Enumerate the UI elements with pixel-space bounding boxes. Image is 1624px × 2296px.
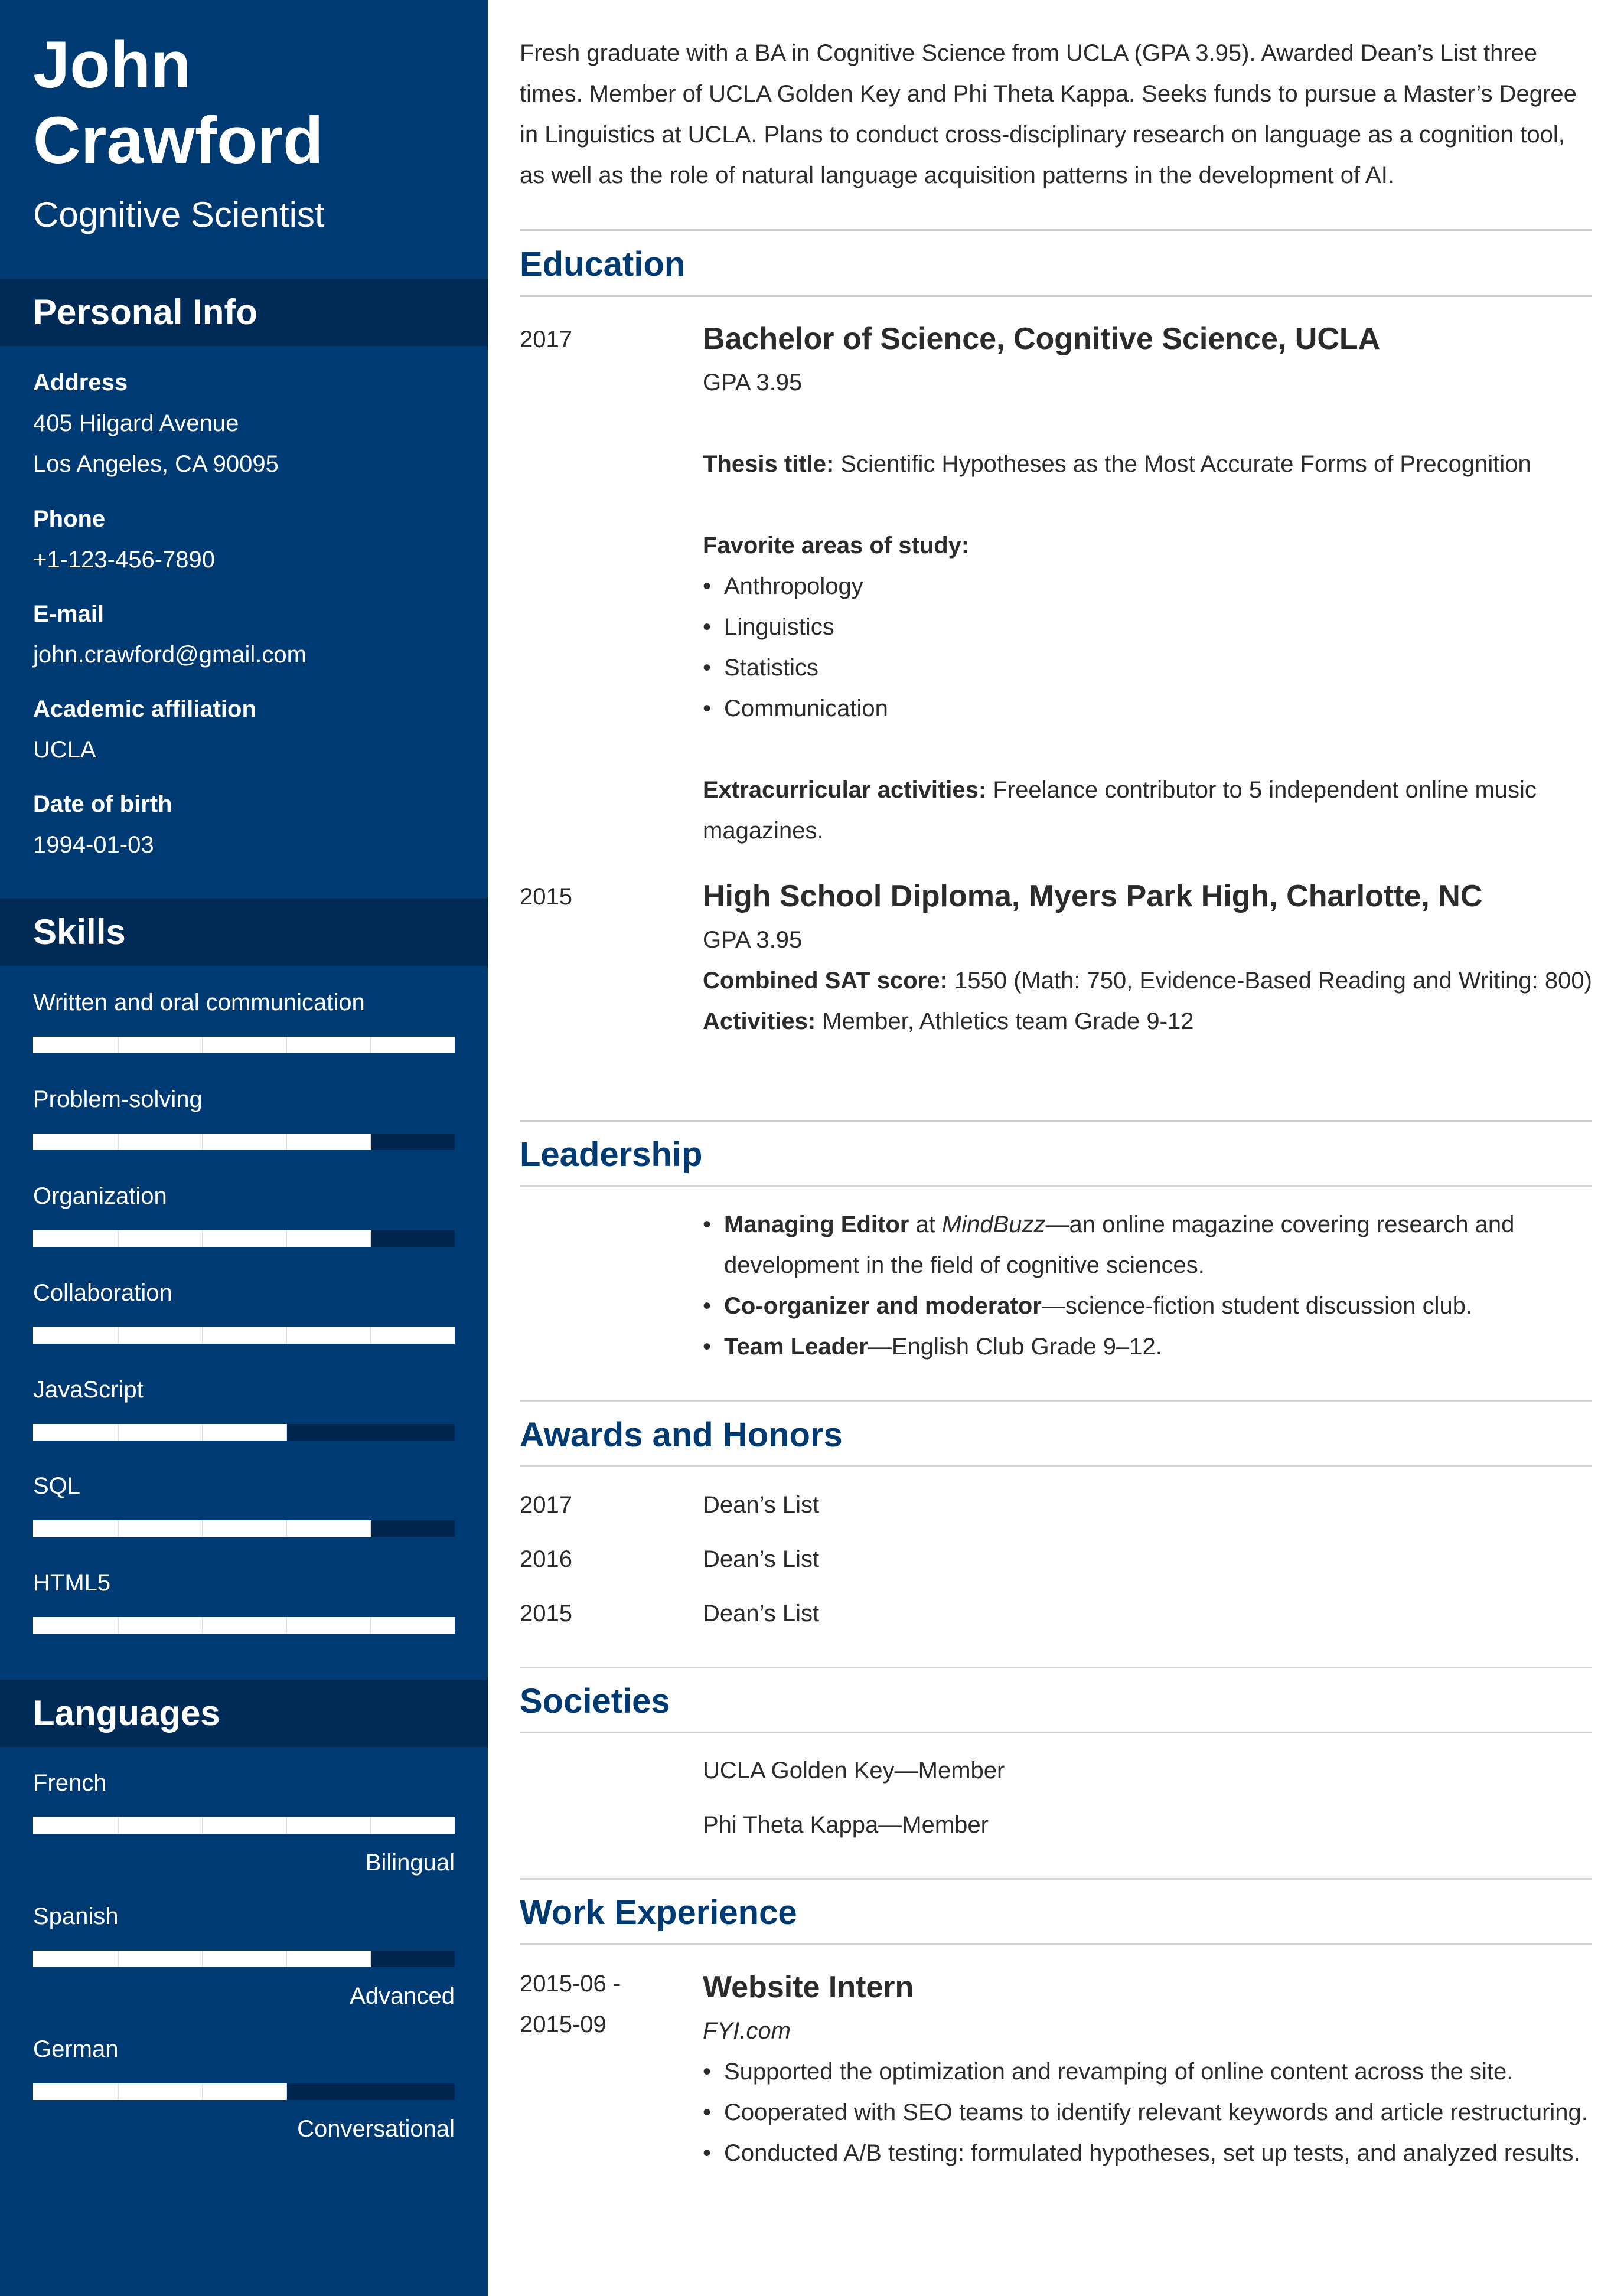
degree-title: Bachelor of Science, Cognitive Science, UCLA <box>703 322 1381 356</box>
level-segment-divider <box>202 1617 203 1634</box>
role-description: —English Club Grade 9–12. <box>868 1334 1162 1360</box>
education-year: 2015 <box>520 884 572 910</box>
divider <box>520 1120 1592 1122</box>
award-year: 2015 <box>520 1601 572 1627</box>
level-segment-divider <box>286 1230 287 1247</box>
level-segment-divider <box>286 1817 287 1834</box>
company-name: FYI.com <box>703 2018 791 2044</box>
work-dates <box>520 1964 621 2045</box>
extracurricular-label: Extracurricular activities: <box>703 777 987 803</box>
dob-value: 1994-01-03 <box>33 832 154 858</box>
level-fill <box>33 1037 455 1053</box>
level-segment-divider <box>118 1817 119 1834</box>
education-heading: Education <box>520 245 686 283</box>
skill-bar <box>33 1037 455 1053</box>
level-segment-divider <box>286 1037 287 1053</box>
skill-label: Collaboration <box>33 1280 172 1306</box>
level-segment-divider <box>202 1327 203 1344</box>
level-segment-divider <box>370 1817 371 1834</box>
activities-label: Activities: <box>703 1008 816 1034</box>
level-segment-divider <box>370 1617 371 1634</box>
level-segment-divider <box>202 1134 203 1150</box>
language-bar <box>33 1951 455 1967</box>
sat-label: Combined SAT score: <box>703 968 948 994</box>
work-date-start: 2015-06 - <box>520 1971 621 1997</box>
first-name: John <box>33 28 191 102</box>
personal-info-heading: Personal Info <box>0 279 488 346</box>
language-label: French <box>33 1770 107 1796</box>
level-segment-divider <box>202 1230 203 1247</box>
work-title: Website Intern <box>703 1970 914 2004</box>
divider <box>520 229 1592 231</box>
list-item: • Linguistics <box>703 607 1592 648</box>
phone-value: +1-123-456-7890 <box>33 547 216 573</box>
address-label: Address <box>33 370 128 396</box>
society-item: UCLA Golden Key—Member <box>703 1758 1005 1784</box>
summary: Fresh graduate with a BA in Cognitive Science from UCLA (GPA 3.95). Awarded Dean’s List three times. Member of UCLA Golden Key and Phi Theta Kappa. Seeks funds to pursue a Master’s Degree in Linguistics at UCLA. Plans to conduct cross-disciplinary research on language as a cognition tool, as well as the role of natural language acquisition patterns in the development of AI. <box>520 40 1577 188</box>
award-year: 2016 <box>520 1546 572 1572</box>
divider <box>520 1465 1592 1467</box>
leadership-entry <box>703 1204 1592 1367</box>
address-line-1: 405 Hilgard Avenue <box>33 410 239 436</box>
level-segment-divider <box>202 2083 203 2100</box>
role: Co-organizer and moderator <box>724 1293 1042 1319</box>
level-segment-divider <box>118 1230 119 1247</box>
languages-heading: Languages <box>0 1680 488 1747</box>
role: Team Leader <box>724 1334 868 1360</box>
divider <box>520 1878 1592 1880</box>
level-segment-divider <box>370 1327 371 1344</box>
list-item <box>703 1286 1592 1327</box>
divider <box>520 1667 1592 1668</box>
level-segment-divider <box>202 1817 203 1834</box>
skill-label: Problem-solving <box>33 1086 203 1112</box>
education-entry <box>703 873 1592 1042</box>
award-year: 2017 <box>520 1492 572 1518</box>
job-title: Cognitive Scientist <box>33 195 325 234</box>
thesis-label: Thesis title: <box>703 451 834 477</box>
level-segment-divider <box>118 1424 119 1441</box>
level-segment-divider <box>118 1327 119 1344</box>
language-level: Bilingual <box>365 1850 455 1876</box>
award-name: Dean’s List <box>703 1546 820 1572</box>
activities <box>703 1001 1592 1042</box>
skill-bar <box>33 1134 455 1150</box>
skill-bar <box>33 1617 455 1634</box>
email-value: john.crawford@gmail.com <box>33 642 306 668</box>
sat-text: 1550 (Math: 750, Evidence-Based Reading and Writing: 800) <box>947 968 1592 994</box>
work-duties <box>703 2052 1592 2174</box>
language-bar <box>33 1817 455 1834</box>
level-segment-divider <box>286 1617 287 1634</box>
divider <box>520 295 1592 297</box>
level-segment-divider <box>118 1037 119 1053</box>
last-name: Crawford <box>33 103 324 177</box>
level-segment-divider <box>118 1617 119 1634</box>
level-fill <box>33 1424 286 1441</box>
level-segment-divider <box>370 1520 371 1537</box>
list-item: • Cooperated with SEO teams to identify relevant keywords and article restructuring. <box>703 2092 1592 2133</box>
level-fill <box>33 1327 455 1344</box>
divider <box>520 1400 1592 1402</box>
level-segment-divider <box>370 1037 371 1053</box>
level-segment-divider <box>286 1424 287 1441</box>
list-item: • Conducted A/B testing: formulated hypotheses, set up tests, and analyzed results. <box>703 2133 1592 2174</box>
divider <box>520 1732 1592 1733</box>
skill-label: Written and oral communication <box>33 989 365 1015</box>
level-segment-divider <box>370 1134 371 1150</box>
extracurricular-text: Freelance contributor to 5 independent online music magazines. <box>703 777 1537 844</box>
email-label: E-mail <box>33 601 105 627</box>
level-segment-divider <box>118 1520 119 1537</box>
list-item <box>703 1204 1592 1286</box>
organization: MindBuzz <box>941 1211 1046 1237</box>
level-segment-divider <box>202 1037 203 1053</box>
skill-label: SQL <box>33 1473 81 1499</box>
skill-label: JavaScript <box>33 1377 144 1403</box>
awards-heading: Awards and Honors <box>520 1416 843 1454</box>
skill-bar <box>33 1230 455 1247</box>
level-segment-divider <box>286 1327 287 1344</box>
activities-text: Member, Athletics team Grade 9-12 <box>816 1008 1194 1034</box>
level-segment-divider <box>202 1520 203 1537</box>
thesis <box>703 444 1592 485</box>
level-fill <box>33 1617 455 1634</box>
society-item: Phi Theta Kappa—Member <box>703 1812 989 1838</box>
language-label: Spanish <box>33 1903 119 1929</box>
sidebar <box>0 0 488 2296</box>
level-segment-divider <box>286 1951 287 1967</box>
level-segment-divider <box>118 1134 119 1150</box>
list-item: • Anthropology <box>703 566 1592 607</box>
education-entry <box>703 315 1592 851</box>
degree-title: High School Diploma, Myers Park High, Charlotte, NC <box>703 879 1483 913</box>
level-segment-divider <box>370 1230 371 1247</box>
language-level: Conversational <box>297 2116 455 2142</box>
extracurricular <box>703 770 1592 851</box>
work-experience-heading: Work Experience <box>520 1893 797 1932</box>
thesis-title: Scientific Hypotheses as the Most Accurate Forms of Precognition <box>834 451 1531 477</box>
level-fill <box>33 2083 286 2100</box>
level-segment-divider <box>118 1951 119 1967</box>
favorite-areas-label: Favorite areas of study: <box>703 533 970 559</box>
leadership-list <box>703 1204 1592 1367</box>
level-fill <box>33 1817 455 1834</box>
list-item: • Communication <box>703 688 1592 729</box>
candidate-name <box>33 27 470 178</box>
gpa: GPA 3.95 <box>703 927 803 953</box>
role-connector: at <box>909 1211 942 1237</box>
list-item: • Statistics <box>703 648 1592 688</box>
affiliation-value: UCLA <box>33 737 96 763</box>
phone-label: Phone <box>33 506 106 532</box>
sat-score <box>703 961 1592 1001</box>
skill-bar <box>33 1424 455 1441</box>
skill-label: HTML5 <box>33 1570 111 1596</box>
level-segment-divider <box>370 1951 371 1967</box>
language-label: German <box>33 2036 119 2062</box>
divider <box>520 1185 1592 1187</box>
skill-bar <box>33 1520 455 1537</box>
work-entry <box>703 1964 1592 2174</box>
role-description: —an online magazine covering research and development in the field of cognitive sciences. <box>724 1211 1515 1278</box>
language-level: Advanced <box>350 1983 455 2009</box>
work-date-end: 2015-09 <box>520 2011 606 2037</box>
award-name: Dean’s List <box>703 1601 820 1627</box>
societies-heading: Societies <box>520 1682 670 1720</box>
skill-label: Organization <box>33 1183 167 1209</box>
level-segment-divider <box>202 1424 203 1441</box>
level-segment-divider <box>286 1134 287 1150</box>
dob-label: Date of birth <box>33 791 172 817</box>
level-segment-divider <box>118 2083 119 2100</box>
level-segment-divider <box>202 1951 203 1967</box>
address-line-2: Los Angeles, CA 90095 <box>33 451 279 477</box>
affiliation-label: Academic affiliation <box>33 696 256 722</box>
divider <box>520 1943 1592 1945</box>
award-name: Dean’s List <box>703 1492 820 1518</box>
level-segment-divider <box>286 1520 287 1537</box>
list-item <box>703 1327 1592 1367</box>
role: Managing Editor <box>724 1211 909 1237</box>
list-item: • Supported the optimization and revamping of online content across the site. <box>703 2052 1592 2092</box>
leadership-heading: Leadership <box>520 1135 703 1174</box>
level-segment-divider <box>286 2083 287 2100</box>
role-description: —science-fiction student discussion club. <box>1041 1293 1473 1319</box>
skills-heading: Skills <box>0 899 488 966</box>
education-year: 2017 <box>520 326 572 352</box>
skill-bar <box>33 1327 455 1344</box>
language-bar <box>33 2083 455 2100</box>
gpa: GPA 3.95 <box>703 370 803 396</box>
favorite-areas-list <box>703 566 1592 729</box>
